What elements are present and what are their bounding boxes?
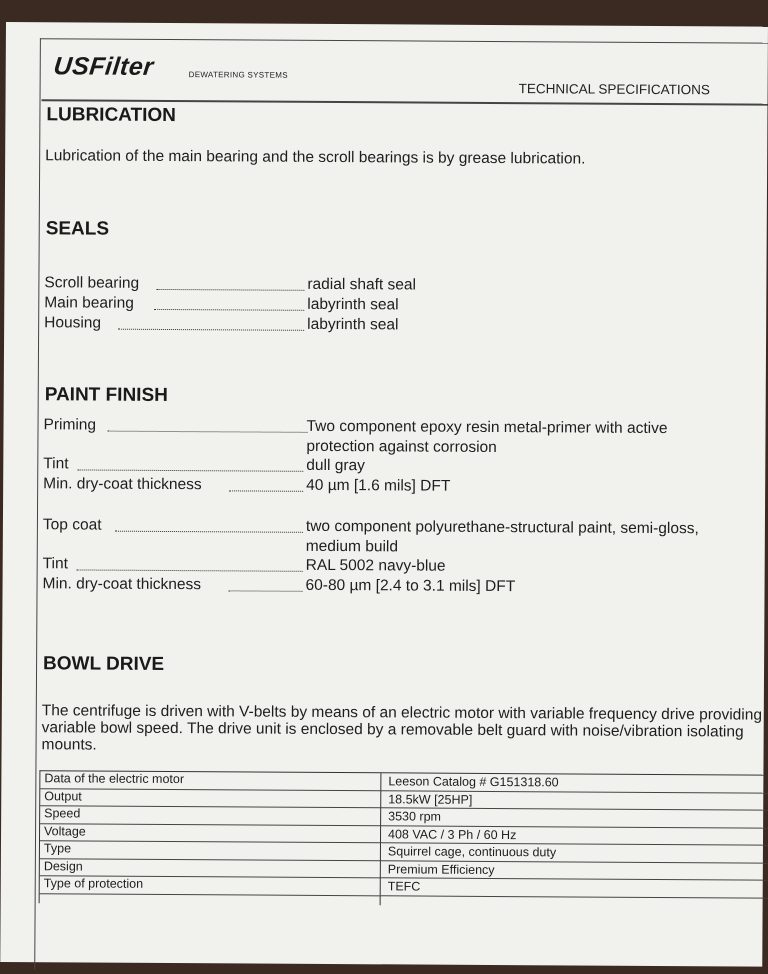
spec-value: labyrinth seal <box>307 316 398 335</box>
leader-dots <box>115 517 303 533</box>
table-cell-value: 408 VAC / 3 Ph / 60 Hz <box>388 827 516 842</box>
spec-label: Min. dry-coat thickness <box>43 475 202 494</box>
brand-subtitle: DEWATERING SYSTEMS <box>189 70 288 80</box>
lubrication-text: Lubrication of the main bearing and the scroll bearings is by grease lubrication. <box>45 147 745 168</box>
leader-dots <box>77 555 303 571</box>
bowl-drive-text: The centrifuge is driven with V-belts by means of an electric motor with variable frequency drive providing variable bowl speed. The drive unit is enclosed by a removable belt guard with noise/vibration isolating mounts. <box>42 702 764 757</box>
spec-value: Two component epoxy resin metal-primer with active <box>306 418 667 438</box>
brand-logo: USFilter <box>52 52 155 82</box>
table-cell-label: Data of the electric motor <box>44 771 184 786</box>
section-heading-paint-finish: PAINT FINISH <box>45 384 168 407</box>
table-cell-value: TEFC <box>388 879 421 893</box>
spec-value: 40 µm [1.6 mils] DFT <box>306 477 450 496</box>
leader-dots <box>77 455 303 471</box>
table-cell-label: Speed <box>44 806 80 820</box>
leader-dots <box>229 476 303 491</box>
spec-label: Priming <box>43 416 96 434</box>
table-cell-label: Output <box>44 789 82 803</box>
table-cell-label: Voltage <box>44 824 86 838</box>
spec-label: Housing <box>44 314 101 332</box>
table-cell-label: Type <box>44 841 71 855</box>
table-cell-value: Premium Efficiency <box>388 862 495 877</box>
spec-value: labyrinth seal <box>307 296 398 315</box>
table-cell-value: Leeson Catalog # G151318.60 <box>388 774 558 789</box>
spec-value-continued: protection against corrosion <box>306 438 497 457</box>
section-heading-lubrication: LUBRICATION <box>46 104 176 127</box>
motor-data-table <box>39 770 768 907</box>
spec-value-continued: medium build <box>306 538 398 557</box>
leader-dots <box>156 275 304 291</box>
table-cell-label: Design <box>44 859 83 873</box>
spec-label: Min. dry-coat thickness <box>43 575 202 594</box>
leader-dots <box>229 576 303 591</box>
spec-label: Tint <box>43 455 68 473</box>
table-cell-value: 18.5kW [25HP] <box>388 792 472 807</box>
section-heading-seals: SEALS <box>46 218 109 240</box>
spec-label: Tint <box>43 555 68 573</box>
table-row <box>40 876 768 898</box>
spec-value: radial shaft seal <box>307 276 416 295</box>
table-cell-label: Type of protection <box>44 876 143 891</box>
leader-dots <box>154 295 304 311</box>
spec-value: two component polyurethane-structural paint, semi-gloss, <box>306 518 699 538</box>
table-cell-value: Squirrel cage, continuous duty <box>388 844 556 859</box>
spec-label: Top coat <box>43 516 102 534</box>
section-heading-bowl-drive: BOWL DRIVE <box>43 653 164 676</box>
document-type: TECHNICAL SPECIFICATIONS <box>519 81 710 97</box>
leader-dots <box>107 417 307 433</box>
table-cell-value: 3530 rpm <box>388 809 441 823</box>
spec-value: dull gray <box>306 457 365 475</box>
leader-dots <box>118 315 304 331</box>
spec-value: 60-80 µm [2.4 to 3.1 mils] DFT <box>306 577 516 596</box>
document-page <box>0 22 768 967</box>
spec-label: Scroll bearing <box>44 274 139 293</box>
spec-label: Main bearing <box>44 294 134 313</box>
spec-value: RAL 5002 navy-blue <box>306 557 446 576</box>
